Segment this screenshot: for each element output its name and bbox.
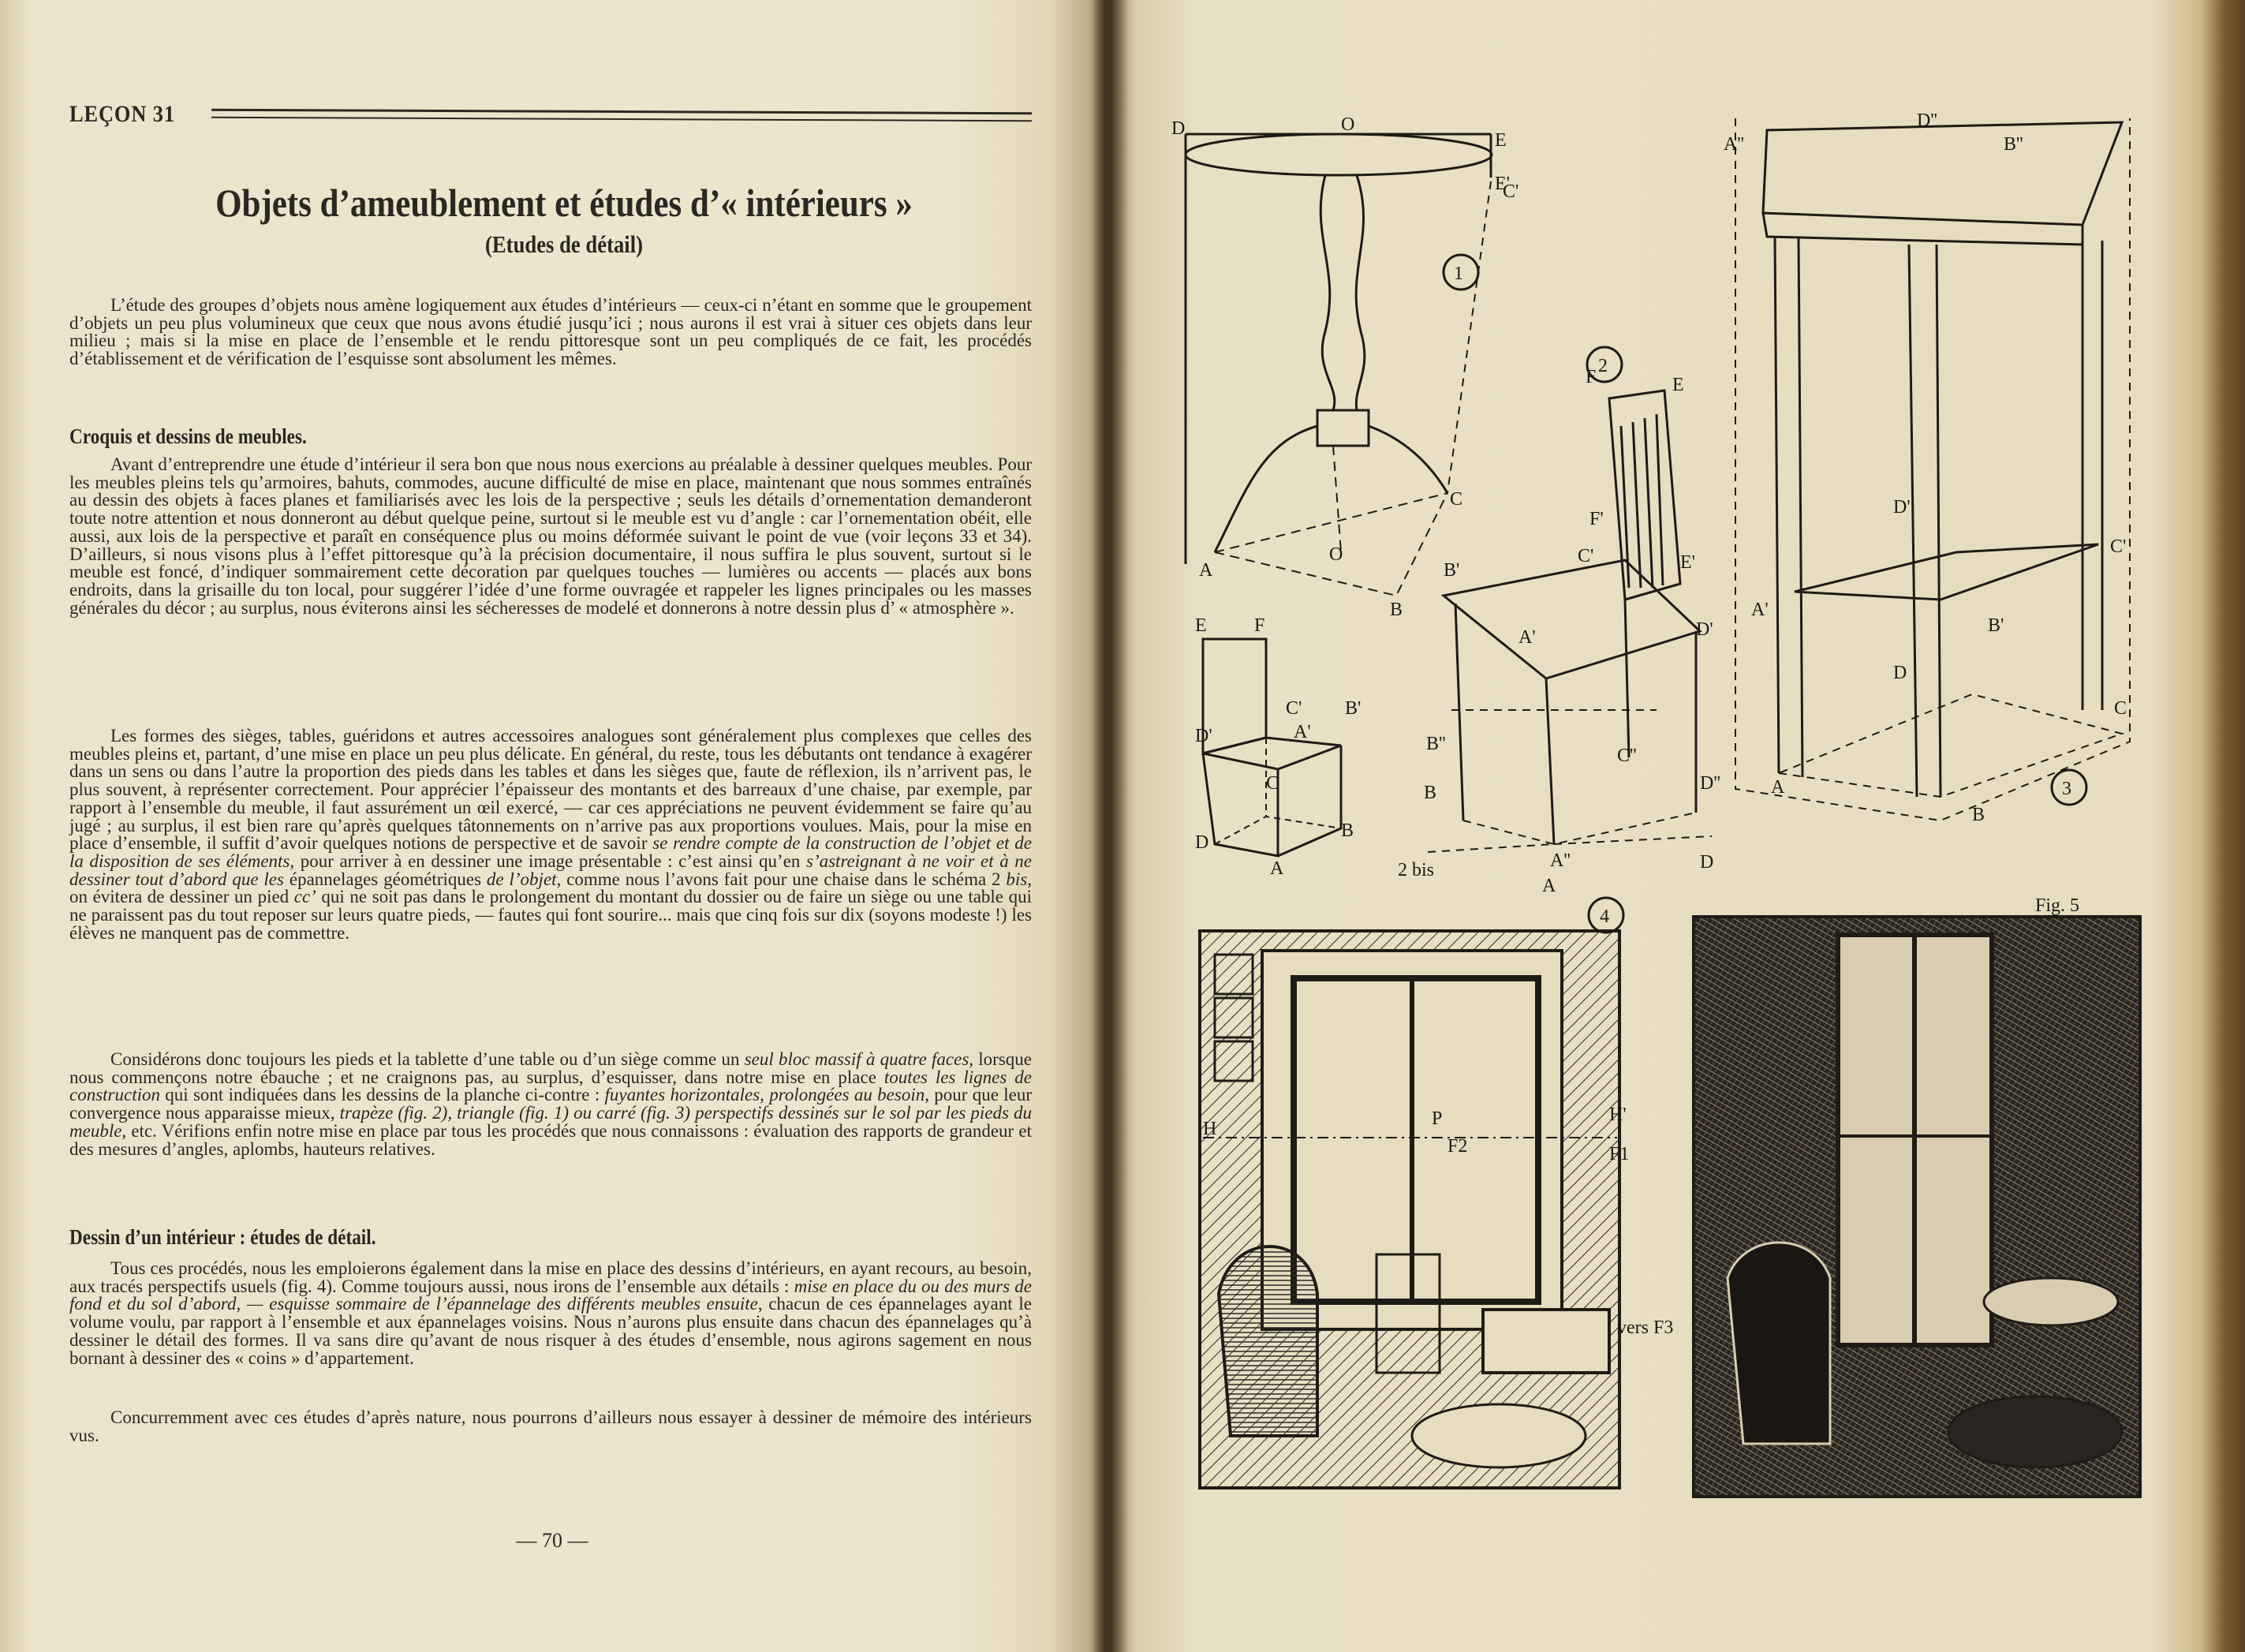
- figure-point-label: E: [1495, 130, 1507, 151]
- figure-point-label: F1: [1609, 1144, 1630, 1164]
- fig-3-table-number: 3: [2062, 779, 2071, 799]
- fig-2bis-chair-blocks-number: 2 bis: [1398, 860, 1435, 880]
- fig-1-gueridon-number: 1: [1454, 263, 1463, 284]
- fig-4-interior-construction-drawing: [1200, 931, 1619, 1488]
- text-segment: , chacun de ces épannelages ayant le volume voulu, par rapport à l’ensemble et aux épannelages voisins. Nous n’aurons plus ensuite dans chacun des épannelages qu’à dessiner le détail des formes. Il va sans dire qu’avant de nous risquer à des études d’ensemble, nous agirons sagement en nous bornant à dessiner des « coins » d’appartement.: [69, 1294, 1032, 1368]
- fig-2-chair-number: 2: [1598, 356, 1608, 376]
- figure-point-label: D': [1195, 726, 1212, 746]
- fig-2-chair-drawing: [1428, 391, 1712, 852]
- figure-point-label: A'': [1550, 850, 1571, 871]
- fig-5-interior-rendered-drawing: [1694, 917, 2140, 1497]
- text-segment: , comme nous l’avons fait pour une chaise dans le schéma 2: [556, 869, 1007, 889]
- fig-5-interior-rendered-number: Fig. 5: [2035, 895, 2080, 916]
- lesson-label: LEÇON 31: [69, 101, 175, 127]
- italic-text-segment: de l’objet: [486, 869, 557, 889]
- figure-point-label: D': [1696, 619, 1713, 640]
- figure-point-label: E': [1680, 552, 1695, 573]
- figure-numbers: [1444, 255, 2086, 933]
- figure-point-label: D'': [1700, 773, 1720, 794]
- figure-point-label: F': [1589, 509, 1604, 529]
- figure-point-label: B'': [2004, 134, 2023, 155]
- figure-point-label: A': [1751, 600, 1769, 620]
- figure-point-label: B': [1444, 560, 1460, 581]
- italic-text-segment: toutes les lignes de construction: [69, 1067, 1033, 1105]
- text-segment: Avant d’entreprendre une étude d’intérieur il sera bon que nous nous exercions au préalable à dessiner quelques meubles. Pour les meubles pleins tels qu’armoires, bahuts, commodes, aucune difficulté de mise en place, maintenant que nous sommes entraînés au dessin des objets à faces planes et familiarisés avec les lois de la perspective ; seuls les détails d’ornementation demanderont toute notre attention et nous donneront au début quelque peine, surtout si le meuble est vu d’angle : car l’ornementation obéit, elle aussi, aux lois de la perspective et paraît en conséquence plus ou moins déformée suivant le point de vue (voir leçons 33 et 34). D’ailleurs, si nous visons plus à l’effet pittoresque qu’à la précision documentaire, il nous suffira le plus souvent, surtout si le meuble est foncé, d’indiquer sommairement cette décoration par quelques touches — lumières ou accents — placés aux bons endroits, dans la grisaille du ton local, pour suggérer l’idée d’une forme ouvragée et rappeler les lignes principales ou les masses générales du décor ; au surplus, nous éviterons ainsi les sécheresses de modelé et donnerons à notre dessin plus d’ « atmosphère ».: [69, 454, 1032, 618]
- figure-point-label: B'': [1426, 734, 1446, 754]
- text-segment: qui sont indiquées dans les dessins de la planche ci-contre :: [160, 1085, 605, 1105]
- text-segment: épannelages géométriques: [283, 869, 487, 889]
- figure-point-label: B': [1988, 615, 2004, 636]
- italic-text-segment: cc’: [293, 887, 316, 907]
- figure-point-label: D: [1195, 832, 1209, 853]
- text-segment: , pour que leur convergence nous apparaisse mieux,: [69, 1085, 1032, 1123]
- fig-3-table-drawing: [1735, 118, 2130, 820]
- figure-point-label: A: [1771, 777, 1785, 798]
- section-heading-interieur: Dessin d’un intérieur : études de détail.: [69, 1225, 376, 1249]
- figure-point-label: C': [1286, 698, 1302, 719]
- figure-point-label: B: [1972, 805, 1985, 825]
- figure-point-label: D'': [1917, 110, 1937, 131]
- italic-text-segment: se rendre compte de la construction de l’objet et de la disposition de ses éléments: [69, 833, 1032, 871]
- figure-point-label: P: [1432, 1108, 1443, 1129]
- text-segment: Les formes des sièges, tables, guéridons et autres accessoires analogues sont généralement plus complexes que celles des meubles pleins et, partant, d’une mise en place un peu plus délicate. En général, du reste, tous les débutants ont tendance à exagérer dans un sens ou dans l’autre la proportion des pieds dans les tables et dans les sièges que, faute de réflexion, ils n’arrivent pas, le plus souvent, à représenter correctement. Pour apprécier l’épaisseur des montants et des barreaux d’une chaise, par exemple, par rapport à l’ensemble du meuble, il faut assurément un œil exercé, — car ces appréciations ne peuvent évidemment se faire qu’au jugé ; au surplus, il est bien rare qu’après quelques tâtonnements on n’arrive pas aux proportions voulues. Mais, pour la mise en place d’ensemble, il suffit d’avoir quelques notions de perspective et de savoir: [69, 726, 1032, 854]
- italic-text-segment: fuyantes horizontales, prolongées au besoin: [604, 1085, 925, 1105]
- italic-text-segment: seul bloc massif à quatre faces: [744, 1049, 969, 1069]
- figure-point-label: D: [1893, 663, 1907, 683]
- figure-point-label: A: [1270, 858, 1284, 879]
- figure-point-label: H': [1609, 1104, 1627, 1125]
- text-segment: , etc. Vérifions enfin notre mise en place par tous les procédés que nous connaissons : évaluation des rapports de grandeur et des mesures d’angles, aplombs, hauteurs relatives.: [69, 1120, 1032, 1159]
- text-segment: Tous ces procédés, nous les emploierons également dans la mise en place des dessins d’intérieurs, en ayant recours, au besoin, aux tracés perspectifs usuels (fig. 4). Comme toujours aussi, nous irons de l’ensemble aux détails :: [69, 1258, 1032, 1296]
- page-title: Objets d’ameublement et études d’« intérieurs »: [215, 181, 913, 225]
- figure-point-label: F: [1254, 615, 1265, 636]
- figure-point-label: E': [1495, 174, 1510, 194]
- figure-point-label: A: [1542, 876, 1556, 896]
- figure-point-label: O: [1329, 544, 1343, 565]
- figure-point-label: D: [1171, 118, 1186, 139]
- figure-point-label: C: [1266, 773, 1279, 794]
- figure-point-label: A': [1294, 722, 1311, 742]
- figure-point-label: C: [1450, 489, 1463, 510]
- italic-text-segment: trapèze (fig. 2), triangle (fig. 1) ou carré (fig. 3) perspectifs dessinés sur le sol par les pieds du meuble: [69, 1103, 1032, 1141]
- italic-text-segment: s’astreignant à ne voir et à ne dessiner tout d’abord que les: [69, 850, 1032, 889]
- text-segment: Considérons donc toujours les pieds et la tablette d’une table ou d’un siège comme un: [110, 1049, 745, 1069]
- figure-point-label: F2: [1447, 1136, 1468, 1157]
- text-segment: L’étude des groupes d’objets nous amène logiquement aux études d’intérieurs — ceux-ci n’étant en somme que le groupement d’objets un peu plus volumineux que ceux que nous avons étudié jusqu’ici ; nous aurons il est vrai à situer ces objets dans leur milieu ; mais si la mise en place de l’ensemble et le rendu pittoresque sont un peu compliqués de ce fait, les procédés d’établissement et de vérification de l’esquisse sont absolument les mêmes.: [69, 295, 1032, 369]
- text-segment: , lorsque nous commençons notre ébauche ; et ne craignons pas, au surplus, d’esquisser, dans notre mise en place: [69, 1049, 1032, 1087]
- figure-point-label: C': [1503, 181, 1519, 202]
- figure-point-label: B: [1390, 600, 1403, 620]
- italic-text-segment: mise en place du ou des murs de fond et du sol d’abord, — esquisse sommaire de l’épannelage des différents meubles ensuite: [69, 1276, 1032, 1314]
- figure-point-label: D: [1700, 852, 1714, 873]
- figure-point-label: C': [1578, 546, 1594, 566]
- italic-text-segment: bis: [1006, 869, 1028, 889]
- page-number: — 70 —: [516, 1529, 588, 1552]
- figure-point-label: F: [1586, 367, 1597, 387]
- fig-2bis-chair-blocks-drawing: [1203, 639, 1341, 856]
- figure-point-label: vers F3: [1617, 1317, 1674, 1338]
- figure-point-label: D': [1893, 497, 1911, 518]
- figure-point-label: C: [2114, 698, 2127, 719]
- figure-point-label: O: [1341, 114, 1355, 135]
- section-heading-croquis: Croquis et dessins de meubles.: [69, 424, 307, 448]
- figure-point-label: A: [1199, 560, 1213, 581]
- fig-4-interior-construction-number: 4: [1600, 906, 1609, 927]
- text-segment: , on évitera de dessiner un pied: [69, 869, 1033, 907]
- figure-point-label: E: [1195, 615, 1207, 636]
- figure-point-label: H: [1203, 1119, 1217, 1139]
- text-segment: , pour arriver à en dessiner une image présentable : c’est ainsi qu’en: [289, 850, 806, 871]
- figure-point-label: B: [1424, 783, 1437, 803]
- fig-1-gueridon-drawing: [1186, 134, 1492, 596]
- figure-point-label: C'': [1617, 746, 1637, 766]
- figure-point-label: C': [2110, 536, 2127, 557]
- figure-point-label: B': [1345, 698, 1362, 719]
- figure-point-label: A'': [1724, 134, 1744, 155]
- text-segment: Concurremment avec ces études d’après nature, nous pourrons d’ailleurs nous essayer à dessiner de mémoire des intérieurs vus.: [69, 1407, 1032, 1445]
- figure-point-label: B: [1341, 820, 1354, 841]
- page-subtitle: (Etudes de détail): [485, 230, 643, 258]
- figure-point-label: A': [1518, 627, 1536, 648]
- figure-point-label: E: [1672, 375, 1684, 395]
- text-segment: qui ne soit pas dans le prolongement du montant du dossier ou de faire un siège ou une table qui ne paraissent pas du tout reposer sur leurs quatre pieds, — fautes qui font sourire... mais que cinq fois sur dix (soyons modeste !) les élèves ne manquent pas de commettre.: [69, 887, 1032, 943]
